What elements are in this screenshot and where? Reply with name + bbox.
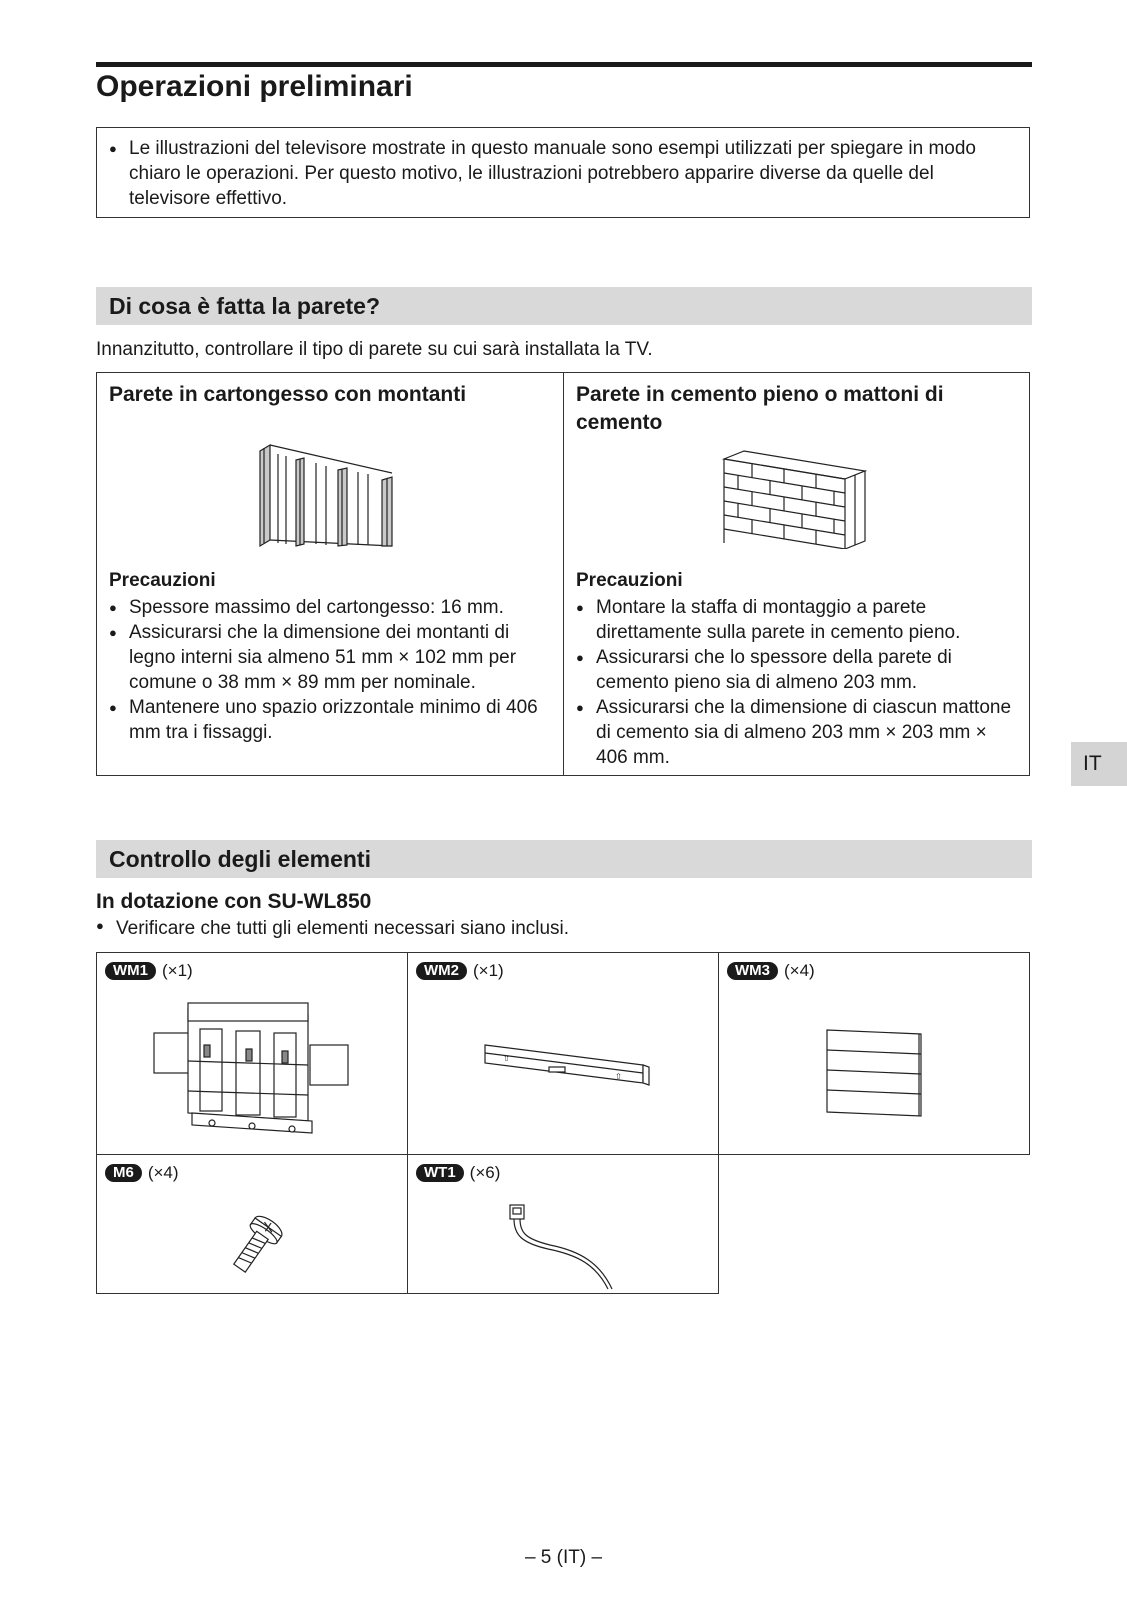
precaution-item: ● Montare la staffa di montaggio a parete direttamente sulla parete in cemento pieno. [576,595,1023,645]
section-title-wall: Di cosa è fatta la parete? [96,287,1032,325]
title-rule [96,62,1032,67]
spacer-plate-illustration [825,1028,925,1118]
drywall-studs-illustration [258,443,398,548]
note-item: ● Le illustrazioni del televisore mostrate in questo manuale sono esempi utilizzati per spiegare in modo chiaro le operazioni. Per questo motivo, le illustrazioni potrebbero apparire diverse da quelle del televisore effettivo. [109,136,1017,211]
precaution-item: ● Mantenere uno spazio orizzontale minimo di 406 mm tra i fissaggi. [109,695,557,745]
part-code-badge: WM3 [727,962,778,980]
section-title-items: Controllo degli elementi [96,840,1032,878]
precaution-item: ● Assicurarsi che lo spessore della parete di cemento pieno sia di almeno 203 mm. [576,645,1023,695]
brick-wall-illustration [722,449,867,549]
part-code-badge: WM1 [105,962,156,980]
precaution-item: ● Assicurarsi che la dimensione di ciascun mattone di cemento sia di almeno 203 mm × 203 mm × 406 mm. [576,695,1023,770]
part-cell-wt1 [407,1154,719,1294]
part-quantity: (×1) [473,961,504,980]
part-cell-wm2 [407,952,719,1155]
wall-mount-bracket-illustration [152,1001,352,1141]
part-code-badge: WM2 [416,962,467,980]
page-title: Operazioni preliminari [96,70,413,103]
part-quantity: (×4) [784,961,815,980]
drywall-heading: Parete in cartongesso con montanti [109,383,467,406]
drywall-column [97,373,563,775]
part-cell-wm3 [718,952,1030,1155]
part-quantity: (×1) [162,961,193,980]
wall-intro: Innanzitutto, controllare il tipo di parete su cui sarà installata la TV. [96,339,653,360]
part-cell-m6 [96,1154,408,1294]
precaution-item: ● Assicurarsi che la dimensione dei montanti di legno interni sia almeno 51 mm × 102 mm per comune o 38 mm × 89 mm per nominale. [109,620,557,695]
page-number: – 5 (IT) – [524,1547,603,1568]
items-subheading: In dotazione con SU-WL850 [96,890,372,913]
part-cell-wm1 [96,952,408,1155]
precaution-item: ● Spessore massimo del cartongesso: 16 mm. [109,595,557,620]
part-label [105,1163,179,1183]
part-label [727,961,815,981]
part-quantity: (×4) [147,1163,179,1182]
concrete-column [563,373,1029,775]
concrete-precautions-title: Precauzioni [576,570,683,591]
part-code-badge: M6 [105,1164,142,1182]
items-check-note: ● Verificare che tutti gli elementi necessari siano inclusi. [96,918,569,940]
svg-text:⇧: ⇧ [615,1072,622,1081]
wall-type-table [96,372,1030,776]
mounting-rail-illustration [483,1043,653,1098]
concrete-heading: Parete in cemento pieno o mattoni di cemento [576,383,944,434]
svg-text:⇧: ⇧ [503,1054,510,1063]
part-quantity: (×6) [469,1163,501,1182]
part-label [105,961,193,981]
screw-illustration [225,1211,285,1281]
drywall-precautions-list [109,595,557,745]
part-label [416,1163,500,1183]
note-box [96,127,1030,218]
part-code-badge: WT1 [416,1164,464,1182]
cable-tie-illustration [508,1203,618,1293]
drywall-precautions-title: Precauzioni [109,570,216,591]
concrete-precautions-list [576,595,1023,770]
part-label [416,961,504,981]
language-tab: IT [1071,742,1127,786]
